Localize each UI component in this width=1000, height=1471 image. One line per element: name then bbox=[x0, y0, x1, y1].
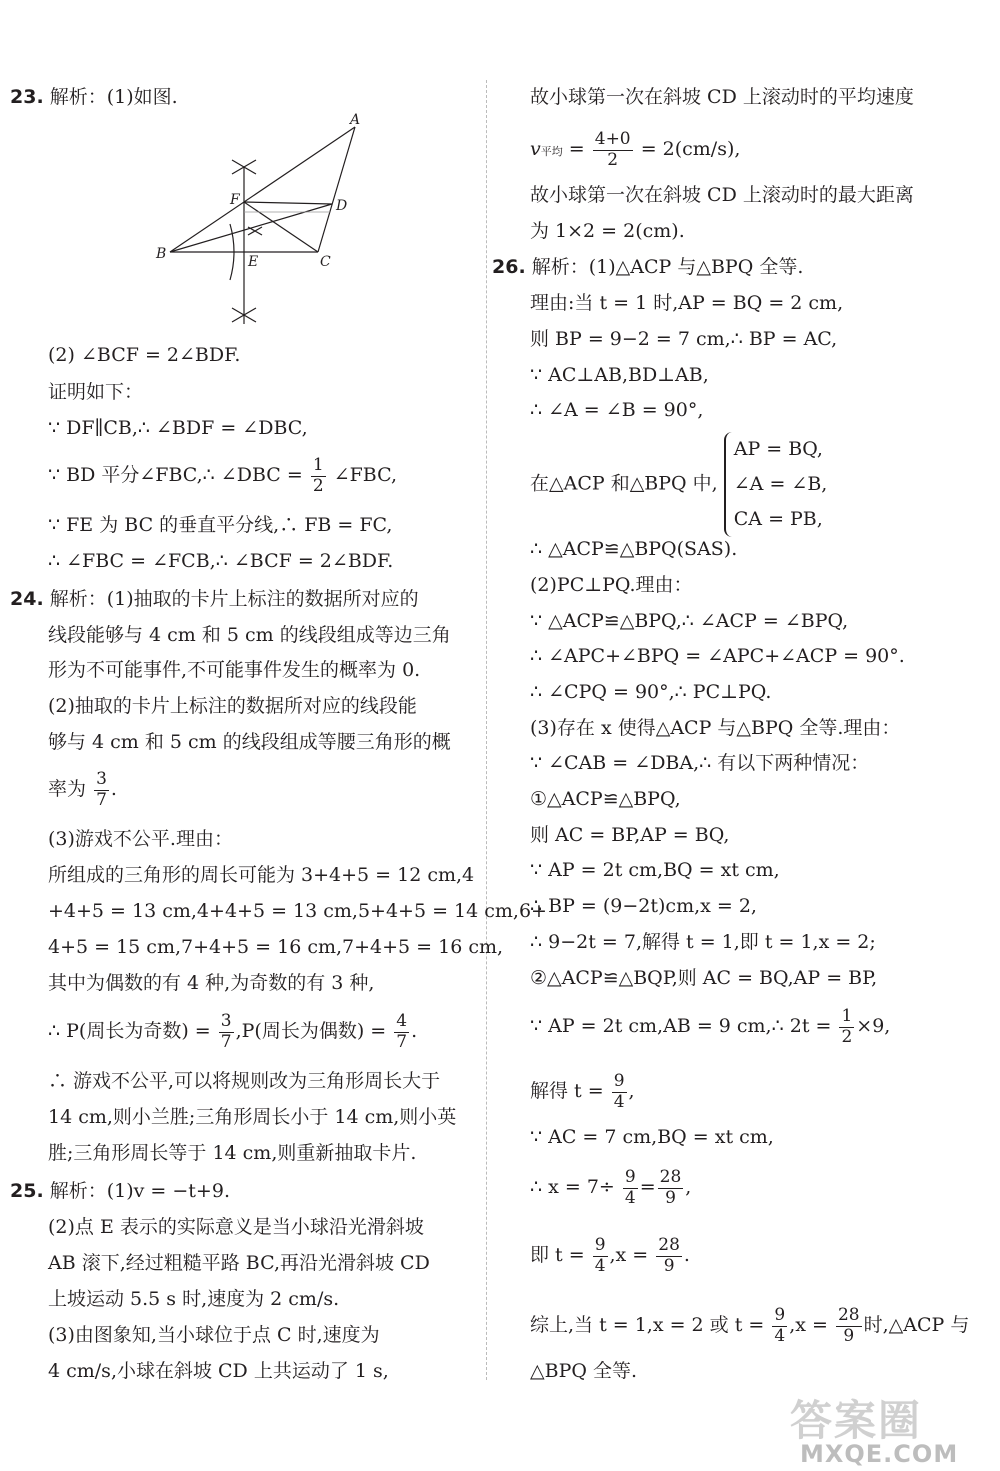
fraction-28-9-c bbox=[836, 1306, 862, 1346]
fraction-numerator: 9 bbox=[613, 1071, 625, 1091]
fraction-denominator: 2 bbox=[312, 475, 324, 496]
fraction-9-4-c bbox=[593, 1236, 608, 1276]
q26-line-23 bbox=[530, 1168, 691, 1208]
q24-l12-c: . bbox=[411, 1020, 418, 1043]
q26-l25-text: 综上,当 t = 1,x = 2 或 t = bbox=[530, 1314, 765, 1337]
fraction-numerator: 28 bbox=[658, 1235, 680, 1255]
fraction-9-4 bbox=[612, 1072, 627, 1112]
q26-line-22: ∵ AC = 7 cm,BQ = xt cm, bbox=[530, 1126, 774, 1148]
q25-line-6: 4 cm/s,小球在斜坡 CD 上共运动了 1 s, bbox=[48, 1360, 389, 1382]
fraction-numerator: 28 bbox=[659, 1167, 682, 1187]
q26-line-10: ∴ ∠APC+∠BPQ = ∠APC+∠ACP = 90°. bbox=[530, 645, 905, 667]
q26-line-8: (2)PC⊥PQ.理由： bbox=[530, 574, 693, 596]
fraction-half-2 bbox=[839, 1007, 854, 1047]
label-F: F bbox=[230, 192, 240, 208]
equals: = bbox=[568, 138, 585, 161]
fraction-3-7 bbox=[94, 770, 109, 810]
q26-line-5: ∴ ∠A = ∠B = 90°, bbox=[530, 399, 704, 421]
q26-line-20 bbox=[530, 1007, 890, 1047]
watermark-url: MXQE.COM bbox=[800, 1440, 959, 1468]
q25-right-1: 故小球第一次在斜坡 CD 上滚动时的平均速度 bbox=[530, 86, 914, 108]
label-A: A bbox=[350, 112, 361, 128]
fraction-denominator: 4 bbox=[594, 1255, 606, 1276]
bisector-cross-mark bbox=[248, 227, 262, 235]
segment-AC bbox=[318, 127, 355, 252]
fraction-28-9 bbox=[658, 1168, 684, 1208]
q26-l23-text: ∴ x = 7÷ bbox=[530, 1176, 615, 1199]
q24-number: 24. bbox=[10, 588, 44, 610]
q23-l5-post: ∠FBC, bbox=[333, 464, 398, 487]
q25-number: 25. bbox=[10, 1180, 44, 1202]
q26-line-16: ∵ AP = 2t cm,BQ = xt cm, bbox=[530, 859, 780, 881]
q23-line-3: 证明如下： bbox=[48, 381, 144, 403]
q23-header: 解析： bbox=[49, 86, 107, 108]
q24-header: 解析： bbox=[49, 588, 107, 610]
q24-line-10: 4+5 = 15 cm,7+4+5 = 16 cm,7+4+5 = 16 cm, bbox=[48, 936, 504, 958]
fraction-denominator: 7 bbox=[220, 1031, 232, 1052]
q26-line-14: ①△ACP≌△BPQ, bbox=[530, 788, 681, 810]
fraction-odd bbox=[219, 1012, 234, 1052]
segment-FD bbox=[244, 202, 332, 204]
q26-line-24 bbox=[530, 1236, 690, 1276]
fraction-denominator: 7 bbox=[396, 1031, 408, 1052]
q26-text: (1)△ACP 与△BPQ 全等. bbox=[588, 256, 804, 278]
fraction-numerator: 3 bbox=[96, 769, 107, 789]
q26-l20-text: ∵ AP = 2t cm,AB = 9 cm,∴ 2t = bbox=[530, 1015, 832, 1038]
q25-line-5: (3)由图象知,当小球位于点 C 时,速度为 bbox=[48, 1324, 380, 1346]
q26-l24-post: . bbox=[683, 1244, 690, 1267]
fraction-numerator: 9 bbox=[624, 1167, 636, 1187]
condition-2: ∠A = ∠B, bbox=[733, 473, 828, 496]
fraction-half bbox=[311, 456, 326, 496]
fraction-denominator: 4 bbox=[624, 1187, 636, 1208]
label-D: D bbox=[336, 198, 348, 214]
q25-right-2 bbox=[530, 130, 740, 170]
q24-line-11: 其中为偶数的有 4 种,为奇数的有 3 种, bbox=[48, 972, 375, 994]
q26-line-12: (3)存在 x 使得△ACP 与△BPQ 全等.理由： bbox=[530, 717, 901, 739]
q23-number: 23. bbox=[10, 86, 44, 108]
watermark-logo: 答案圈 bbox=[790, 1396, 923, 1445]
segment-BA bbox=[170, 127, 355, 252]
q24-line-9: +4+5 = 13 cm,4+4+5 = 13 cm,5+4+5 = 14 cm,6+ bbox=[48, 900, 547, 922]
fraction-numerator: 1 bbox=[841, 1006, 853, 1026]
q26-l25-mid: ,x = bbox=[789, 1314, 828, 1337]
q26-line-3: 则 BP = 9−2 = 7 cm,∴ BP = AC, bbox=[530, 328, 838, 350]
fraction-numerator: 3 bbox=[220, 1011, 232, 1031]
fraction-numerator: 9 bbox=[774, 1305, 786, 1325]
q26-line-21 bbox=[530, 1072, 635, 1112]
q24-l12-b: ,P(周长为偶数) = bbox=[235, 1020, 387, 1043]
fraction-numerator: 1 bbox=[312, 455, 324, 475]
q25-right-4: 为 1×2 = 2(cm). bbox=[530, 220, 685, 242]
q26-header: 解析： bbox=[531, 256, 589, 278]
column-divider bbox=[486, 80, 487, 1380]
q24-l6-text: 率为 bbox=[48, 778, 87, 801]
fraction-even bbox=[394, 1012, 409, 1052]
fraction-avg-speed bbox=[593, 130, 633, 170]
fraction-numerator: 9 bbox=[594, 1235, 606, 1255]
q26-line-19: ②△ACP≌△BQP,则 AC = BQ,AP = BP, bbox=[530, 967, 878, 989]
q23-line-4: ∵ DF∥CB,∴ ∠BDF = ∠DBC, bbox=[48, 417, 308, 439]
q26-line-9: ∵ △ACP≌△BPQ,∴ ∠ACP = ∠BPQ, bbox=[530, 610, 849, 632]
q24-line-3: 形为不可能事件,不可能事件发生的概率为 0. bbox=[48, 659, 421, 681]
q24-line-15: 胜;三角形周长等于 14 cm,则重新抽取卡片. bbox=[48, 1142, 417, 1164]
brace-conditions bbox=[724, 432, 828, 537]
fraction-numerator: 28 bbox=[837, 1305, 860, 1325]
q26-line-1 bbox=[492, 258, 803, 277]
q26-l24-text: 即 t = bbox=[530, 1244, 585, 1267]
q26-number: 26. bbox=[492, 256, 526, 278]
q24-line-5: 够与 4 cm 和 5 cm 的线段组成等腰三角形的概 bbox=[48, 731, 451, 753]
q25-line-4: 上坡运动 5.5 s 时,速度为 2 cm/s. bbox=[48, 1288, 340, 1310]
q25-r2-post: = 2(cm/s), bbox=[640, 138, 741, 161]
q24-line-13: ∴ 游戏不公平,可以将规则改为三角形周长大于 bbox=[48, 1070, 441, 1092]
q26-line-18: ∴ 9−2t = 7,解得 t = 1,即 t = 1,x = 2; bbox=[530, 931, 876, 953]
q25-line-2: (2)点 E 表示的实际意义是当小球沿光滑斜坡 bbox=[48, 1216, 424, 1238]
fraction-9-4-d bbox=[772, 1306, 787, 1346]
geometry-figure bbox=[150, 112, 380, 332]
q26-line-13: ∵ ∠CAB = ∠DBA,∴ 有以下两种情况： bbox=[530, 752, 870, 774]
fraction-denominator: 9 bbox=[665, 1187, 676, 1208]
q26-line-11: ∴ ∠CPQ = 90°,∴ PC⊥PQ. bbox=[530, 681, 772, 703]
fraction-denominator: 4 bbox=[613, 1091, 625, 1112]
q23-line-2: (2) ∠BCF = 2∠BDF. bbox=[48, 344, 241, 366]
equals: = bbox=[639, 1176, 656, 1199]
q23-l5-text: ∵ BD 平分∠FBC,∴ ∠DBC = bbox=[48, 464, 303, 487]
q23-text: (1)如图. bbox=[106, 86, 178, 108]
q26-l20-post: ×9, bbox=[856, 1015, 891, 1038]
fraction-denominator: 9 bbox=[843, 1325, 855, 1346]
q26-l23-post: , bbox=[685, 1176, 692, 1199]
fraction-denominator: 2 bbox=[841, 1026, 853, 1047]
q26-line-6 bbox=[530, 432, 827, 537]
q26-l25-post: 时,△ACP 与 bbox=[863, 1314, 970, 1337]
q26-line-26: △BPQ 全等. bbox=[530, 1360, 638, 1382]
condition-3: CA = PB, bbox=[733, 508, 823, 531]
q25-line-1 bbox=[10, 1182, 230, 1201]
condition-1: AP = BQ, bbox=[733, 438, 823, 460]
fraction-28-9-b bbox=[656, 1236, 682, 1276]
velocity-subscript: 平均 bbox=[540, 145, 563, 159]
q24-line-4: (2)抽取的卡片上标注的数据所对应的线段能 bbox=[48, 695, 417, 717]
q25-line-3: AB 滚下,经过粗糙平路 BC,再沿光滑斜坡 CD bbox=[48, 1252, 430, 1274]
label-E: E bbox=[248, 254, 259, 270]
q24-line-14: 14 cm,则小兰胜;三角形周长小于 14 cm,则小英 bbox=[48, 1106, 457, 1128]
q26-l24-mid: ,x = bbox=[609, 1244, 649, 1267]
fraction-9-4-b bbox=[623, 1168, 638, 1208]
q23-line-7: ∴ ∠FBC = ∠FCB,∴ ∠BCF = 2∠BDF. bbox=[48, 550, 394, 572]
q23-line-1 bbox=[10, 88, 178, 107]
label-C: C bbox=[320, 254, 331, 270]
fraction-denominator: 7 bbox=[96, 789, 107, 810]
velocity-symbol: v bbox=[530, 138, 541, 161]
fraction-numerator: 4 bbox=[396, 1011, 408, 1031]
q26-l21-post: , bbox=[628, 1080, 635, 1103]
q24-text: (1)抽取的卡片上标注的数据所对应的 bbox=[106, 588, 419, 610]
label-B: B bbox=[156, 246, 167, 262]
q24-line-2: 线段能够与 4 cm 和 5 cm 的线段组成等边三角 bbox=[48, 624, 451, 646]
q26-line-4: ∵ AC⊥AB,BD⊥AB, bbox=[530, 364, 709, 386]
q24-l6-post: . bbox=[110, 778, 117, 801]
q24-line-1 bbox=[10, 590, 419, 609]
q25-text: (1)v = −t+9. bbox=[106, 1180, 230, 1202]
q26-line-25 bbox=[530, 1306, 969, 1346]
q24-line-6 bbox=[48, 770, 117, 810]
fraction-numerator: 4+0 bbox=[594, 129, 631, 149]
q26-line-15: 则 AC = BP,AP = BQ, bbox=[530, 824, 730, 846]
q25-header: 解析： bbox=[49, 1180, 107, 1202]
q26-l21-text: 解得 t = bbox=[530, 1080, 604, 1103]
fraction-denominator: 9 bbox=[663, 1255, 675, 1276]
q26-line-7: ∴ △ACP≌△BPQ(SAS). bbox=[530, 538, 738, 560]
q24-line-7: (3)游戏不公平.理由： bbox=[48, 828, 233, 850]
q23-line-6: ∵ FE 为 BC 的垂直平分线,∴ FB = FC, bbox=[48, 514, 393, 536]
q25-right-3: 故小球第一次在斜坡 CD 上滚动时的最大距离 bbox=[530, 184, 914, 206]
q26-l6-text: 在△ACP 和△BPQ 中, bbox=[530, 472, 718, 495]
q24-line-8: 所组成的三角形的周长可能为 3+4+5 = 12 cm,4 bbox=[48, 864, 475, 886]
fraction-denominator: 2 bbox=[607, 149, 619, 170]
q24-line-12 bbox=[48, 1012, 417, 1052]
q26-line-2: 理由:当 t = 1 时,AP = BQ = 2 cm, bbox=[530, 292, 844, 314]
q23-line-5 bbox=[48, 456, 397, 496]
q24-l12-a: ∴ P(周长为奇数) = bbox=[48, 1020, 211, 1043]
fraction-denominator: 4 bbox=[774, 1325, 786, 1346]
q26-line-17: ∴ BP = (9−2t)cm,x = 2, bbox=[530, 895, 757, 917]
